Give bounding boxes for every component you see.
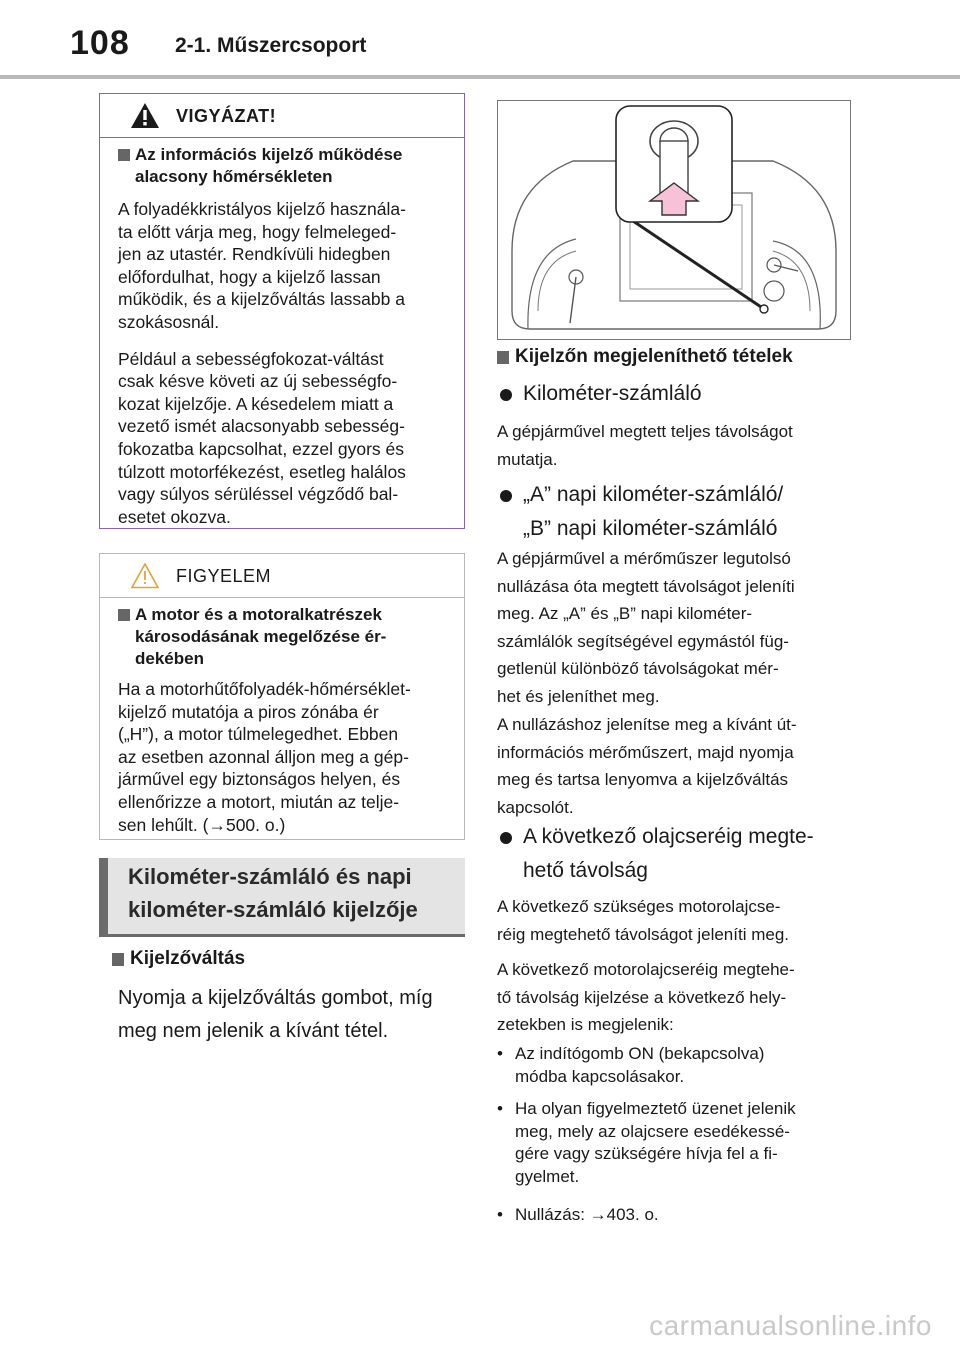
warning-title: VIGYÁZAT! xyxy=(176,106,277,126)
trip-meter-description: A gépjárművel a mérőműszer legutolsó nullázása óta megtett távolságot jeleníti meg. Az „A” és „B” napi kilométer- számlálók segítségével egymástól füg- getlenül különböző távolságokat mér- het és jeleníthet meg. xyxy=(497,549,795,706)
warning-box xyxy=(99,93,465,529)
instrument-cluster-illustration xyxy=(498,101,850,339)
odometer-description: A gépjárművel megtett teljes távolságot mutatja. xyxy=(497,422,793,469)
bullet-dot-icon xyxy=(500,490,512,502)
notice-title: FIGYELEM xyxy=(176,566,272,586)
warning-header xyxy=(100,94,464,138)
notice-subheading: A motor és a motoralkatrészek károsodásának megelőzése ér- dekében xyxy=(118,604,448,670)
reset-reference-item: • Nullázás: →403. o. xyxy=(497,1205,659,1224)
condition-item-warning-message: • Ha olyan figyelmeztető üzenet jelenik meg, mely az olajcsere esedékessé- gére vagy szükségére hívja fel a fi- gyelmet. xyxy=(497,1099,796,1186)
warning-triangle-icon xyxy=(130,102,160,129)
oil-change-distance-item: A következő olajcseréig megte- hető távolság xyxy=(500,820,880,888)
notice-header xyxy=(100,554,464,598)
bullet-dot-icon xyxy=(500,832,512,844)
warning-paragraph-2: Például a sebességfokozat-váltást csak késve követi az új sebességfo- kozat kijelzője. A késedelem miatt a vezető ismét alacsonyabb sebesség- fokozatba kapcsolhat, ezzel gyors és túlzott motorfékezést, esetleg halálos vagy súlyos sérüléssel végződő bal- esetet okozva. xyxy=(118,348,406,527)
square-bullet-icon xyxy=(118,149,130,161)
displayable-items-heading: Kijelzőn megjeleníthető tételek xyxy=(497,346,877,372)
display-switch-heading: Kijelzőváltás xyxy=(112,948,452,974)
watermark: carmanualsonline.info xyxy=(649,1310,932,1341)
oil-change-description: A következő szükséges motorolajcse- réig megtehető távolságot jeleníti meg. xyxy=(497,897,790,944)
notice-paragraph: Ha a motorhűtőfolyadék-hőmérséklet- kijelző mutatója a piros zónába ér („H”), a motor túlmelegedhet. Ebben az esetben azonnal álljon meg a gép- járművel egy biztonságos helyen, és ellenőrizze a motort, miután az telje- sen lehűlt. (→500. o.) xyxy=(118,679,411,835)
section-heading-line-2: kilométer-számláló kijelzője xyxy=(128,897,418,922)
trip-meter-item: „A” napi kilométer-számláló/ „B” napi kilométer-számláló xyxy=(500,478,880,546)
section-heading-line-1: Kilométer-számláló és napi xyxy=(128,864,412,889)
section-banner xyxy=(99,858,465,936)
trip-meter-reset-description: A nullázáshoz jelenítse meg a kívánt út- információs mérőműszert, majd nyomja meg és tartsa lenyomva a kijelzőváltás kapcsolót. xyxy=(497,715,797,817)
notice-box xyxy=(99,553,465,840)
square-bullet-icon xyxy=(112,953,124,966)
instrument-cluster-figure xyxy=(497,100,851,340)
page-header xyxy=(0,0,960,80)
display-switch-paragraph: Nyomja a kijelzőváltás gombot, míg meg nem jelenik a kívánt tétel. xyxy=(118,987,433,1042)
warning-paragraph-1: A folyadékkristályos kijelző használa- ta előtt várja meg, hogy felmeleged- jen az utastér. Rendkívüli hidegben előfordulhat, hogy a kijelző lassan működik, és a kijelzőváltás lassabb a szokásosnál. xyxy=(118,199,406,332)
section-title: 2-1. Műszercsoport xyxy=(175,34,367,57)
odometer-item: Kilométer-számláló xyxy=(500,377,880,411)
header-divider xyxy=(0,75,960,79)
section-banner-rule xyxy=(99,934,465,937)
condition-item-ignition: • Az indítógomb ON (bekapcsolva) módba kapcsolásakor. xyxy=(497,1044,765,1086)
page-number: 108 xyxy=(70,24,130,62)
square-bullet-icon xyxy=(118,609,130,621)
square-bullet-icon xyxy=(497,351,509,364)
oil-change-display-conditions: A következő motorolajcseréig megtehe- tő távolság kijelzése a következő hely- zetekben is megjelenik: xyxy=(497,960,795,1034)
bullet-dot-icon xyxy=(500,389,512,401)
warning-subheading: Az információs kijelző működése alacsony hőmérsékleten xyxy=(118,144,448,188)
caution-triangle-icon xyxy=(130,562,160,589)
